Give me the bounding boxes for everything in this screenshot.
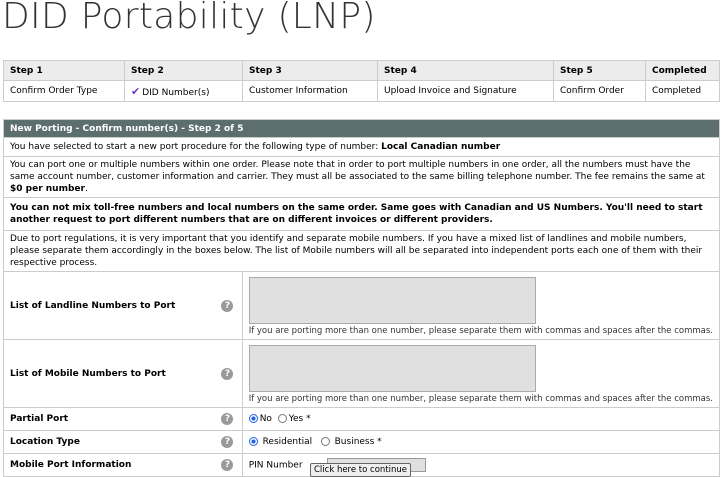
- help-icon[interactable]: ?: [221, 436, 233, 448]
- checkmark-icon: ✔: [131, 84, 141, 98]
- residential-radio[interactable]: [249, 437, 258, 446]
- continue-wrap: [0, 457, 721, 477]
- mobile-regulation-note: Due to port regulations, it is very important that you identify and separate mobile numbers. If you have a mixed list of landlines and mobile numbers, please separate them accordingly in the boxes below. The list of Mobile numbers will all be separated into independent ports each one of them with their respective process.: [4, 231, 720, 272]
- porting-form: [3, 119, 720, 477]
- mobile-help[interactable]: [213, 340, 242, 408]
- location-type-options: [242, 431, 719, 454]
- number-type: Local Canadian number: [381, 142, 501, 152]
- para2-prefix: You can port one or multiple numbers within one order. Please note that in order to port multiple numbers in one order, all the numbers must have the same account number, customer information and carrier. They must all be associated to the same billing telephone number. The fee remains the same at: [10, 160, 705, 182]
- partial-port-help[interactable]: [213, 408, 242, 431]
- partial-port-no-label[interactable]: No: [259, 414, 272, 424]
- partial-port-label: Partial Port: [4, 408, 214, 431]
- multi-number-note: [4, 157, 720, 198]
- partial-port-yes-label[interactable]: Yes *: [288, 414, 311, 424]
- step-4-header: Step 4: [378, 61, 554, 81]
- para2-suffix: .: [84, 184, 88, 194]
- fee-amount: $0 per number: [10, 184, 85, 194]
- help-icon[interactable]: ?: [221, 368, 233, 380]
- landline-hint: If you are porting more than one number, please separate them with commas and spaces after the commas.: [248, 325, 713, 336]
- step-2-label: DID Number(s): [142, 87, 210, 98]
- location-type-help[interactable]: [213, 431, 242, 454]
- step-3-header: Step 3: [243, 61, 378, 81]
- mobile-hint: If you are porting more than one number, please separate them with commas and spaces after the commas.: [248, 393, 713, 404]
- step-3-value: Customer Information: [243, 81, 378, 102]
- landline-numbers-input[interactable]: [249, 277, 536, 324]
- step-5-header: Step 5: [554, 61, 646, 81]
- landline-cell: [242, 272, 719, 340]
- intro-text: [4, 138, 720, 157]
- form-header: New Porting - Confirm number(s) - Step 2 of 5: [4, 120, 720, 138]
- mobile-cell: [242, 340, 719, 408]
- step-5-value: Confirm Order: [554, 81, 646, 102]
- location-type-label: Location Type: [4, 431, 214, 454]
- mobile-info-label: Mobile Port Information: [4, 454, 214, 477]
- pin-label: PIN Number: [248, 460, 303, 471]
- step-2-header: Step 2: [125, 61, 243, 81]
- landline-label: List of Landline Numbers to Port: [4, 272, 214, 340]
- residential-label[interactable]: Residential: [262, 437, 313, 447]
- help-icon[interactable]: ?: [221, 300, 233, 312]
- step-1-header: Step 1: [4, 61, 125, 81]
- intro-prefix: You have selected to start a new port procedure for the following type of number:: [10, 142, 382, 152]
- landline-help[interactable]: [213, 272, 242, 340]
- mobile-numbers-input[interactable]: [249, 345, 536, 392]
- completed-header: Completed: [646, 61, 720, 81]
- steps-table: [3, 60, 720, 102]
- step-4-value: Upload Invoice and Signature: [378, 81, 554, 102]
- continue-button[interactable]: Click here to continue: [310, 463, 411, 477]
- partial-port-options: [242, 408, 719, 431]
- step-2-value: [125, 81, 243, 102]
- partial-port-yes-radio[interactable]: [278, 414, 287, 423]
- completed-value: Completed: [646, 81, 720, 102]
- mobile-label: List of Mobile Numbers to Port: [4, 340, 214, 408]
- step-1-value: Confirm Order Type: [4, 81, 125, 102]
- help-icon[interactable]: ?: [221, 413, 233, 425]
- partial-port-no-radio[interactable]: [249, 414, 258, 423]
- business-radio[interactable]: [321, 437, 330, 446]
- help-icon[interactable]: ?: [221, 459, 233, 471]
- page-title: DID Portability (LNP): [2, 0, 376, 37]
- business-label[interactable]: Business *: [334, 437, 382, 447]
- mix-warning: You can not mix toll-free numbers and local numbers on the same order. Same goes with Canadian and US Numbers. You'll need to start another request to port different numbers that are on different invoices or different providers.: [4, 198, 720, 231]
